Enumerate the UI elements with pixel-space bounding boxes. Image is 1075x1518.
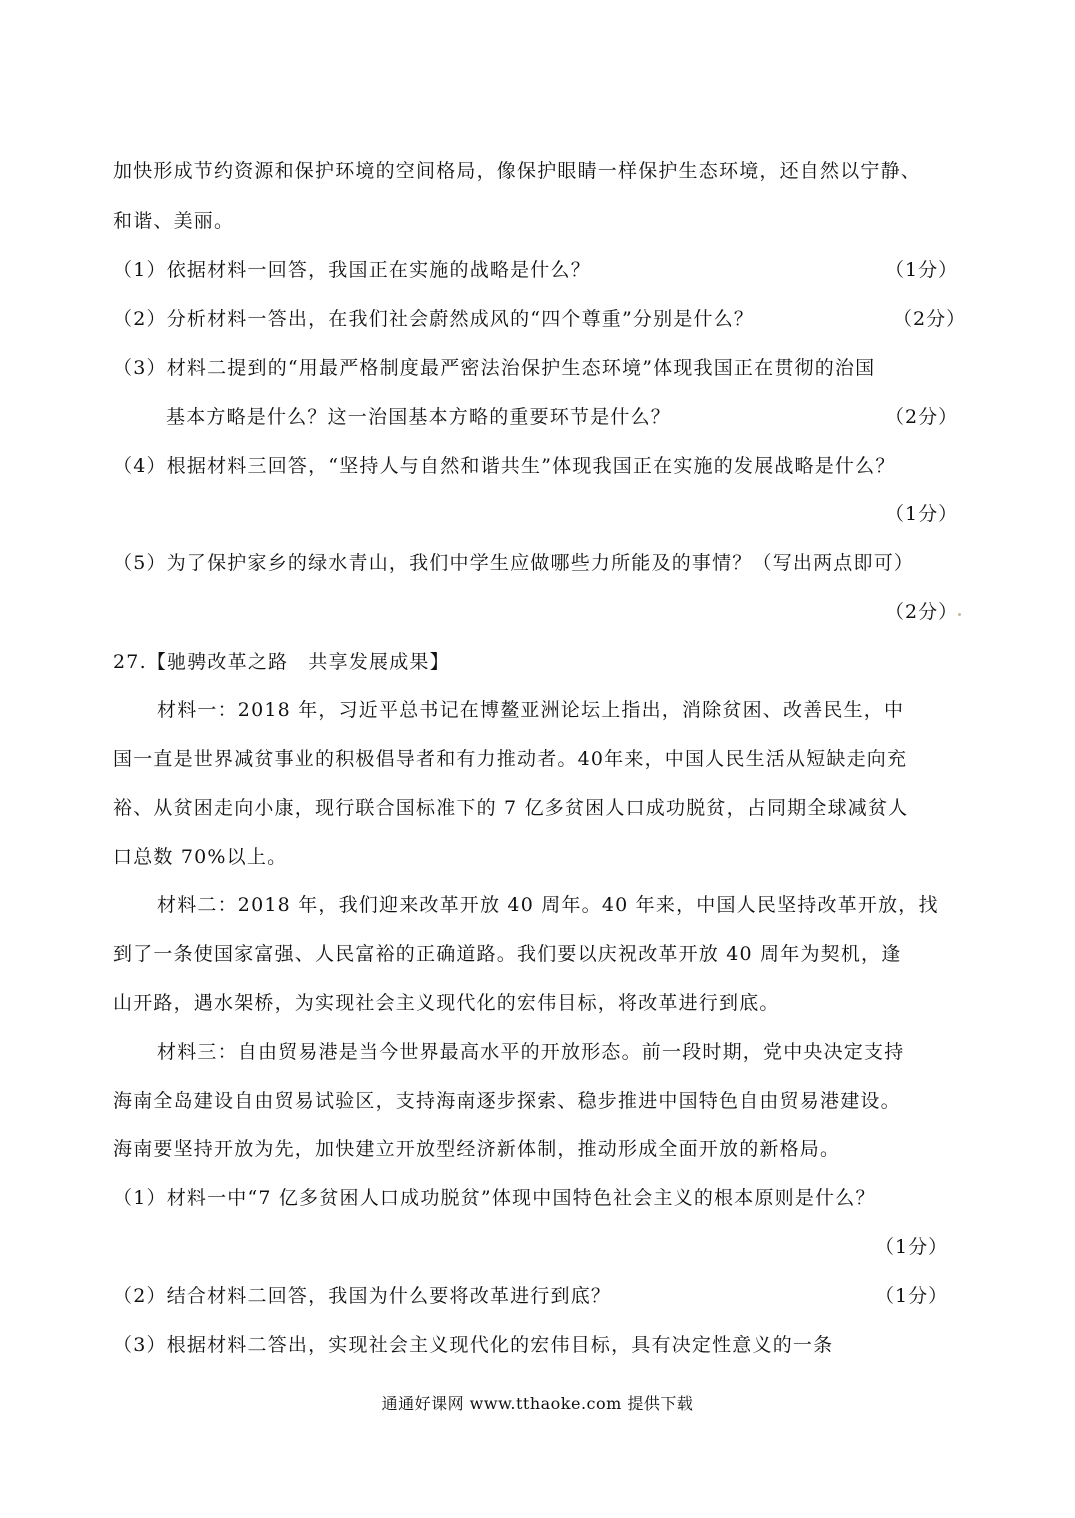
page-footer: 通通好课网 www.tthaoke.com 提供下载 [381,1394,694,1413]
q26-item-3-score: （2分） [885,406,959,428]
q27-material1-line-1: 材料一：2018 年，习近平总书记在博鳌亚洲论坛上指出，消除贫困、改善民生，中 [157,699,905,721]
scan-speck [958,613,961,616]
q27-material3-line-3: 海南要坚持开放为先，加快建立开放型经济新体制，推动形成全面开放的新格局。 [113,1138,841,1160]
q26-item-3-continued: 基本方略是什么？这一治国基本方略的重要环节是什么？ [166,406,672,428]
q26-item-4-score: （1分） [885,503,959,525]
q27-question-1-score: （1分） [875,1236,949,1258]
q27-material1-line-4: 口总数 70%以上。 [113,846,288,868]
q27-title: 27.【驰骋改革之路 共享发展成果】 [113,651,450,673]
q27-material3-line-1: 材料三：自由贸易港是当今世界最高水平的开放形态。前一段时期，党中央决定支持 [157,1041,905,1063]
q26-item-5: （5）为了保护家乡的绿水青山，我们中学生应做哪些力所能及的事情？（写出两点即可） [113,552,915,574]
q26-item-5-score: （2分） [885,601,959,623]
q26-item-3: （3）材料二提到的“用最严格制度最严密法治保护生态环境”体现我国正在贯彻的治国 [113,357,876,379]
q26-item-4: （4）根据材料三回答，“坚持人与自然和谐共生”体现我国正在实施的发展战略是什么？ [113,455,896,477]
q26-item-2: （2）分析材料一答出，在我们社会蔚然成风的“四个尊重”分别是什么？ [113,308,755,330]
q26-item-1: （1）依据材料一回答，我国正在实施的战略是什么？ [113,259,591,281]
q26-item-1-score: （1分） [885,259,959,281]
q26-item-2-score: （2分） [893,308,967,330]
continuation-line-2: 和谐、美丽。 [113,210,235,232]
continuation-line-1: 加快形成节约资源和保护环境的空间格局，像保护眼睛一样保护生态环境，还自然以宁静、 [113,160,922,182]
q27-question-3: （3）根据材料二答出，实现社会主义现代化的宏伟目标，具有决定性意义的一条 [113,1334,834,1356]
q27-material2-line-2: 到了一条使国家富强、人民富裕的正确道路。我们要以庆祝改革开放 40 周年为契机，逢 [113,943,902,965]
q27-material1-line-3: 裕、从贫困走向小康，现行联合国标准下的 7 亿多贫困人口成功脱贫，占同期全球减贫人 [113,797,909,819]
q27-material3-line-2: 海南全岛建设自由贸易试验区，支持海南逐步探索、稳步推进中国特色自由贸易港建设。 [113,1090,901,1112]
q27-material2-line-1: 材料二：2018 年，我们迎来改革开放 40 周年。40 年来，中国人民坚持改革开放，找 [157,894,939,916]
q27-question-2: （2）结合材料二回答，我国为什么要将改革进行到底？ [113,1285,612,1307]
q27-material2-line-3: 山开路，遇水架桥，为实现社会主义现代化的宏伟目标，将改革进行到底。 [113,992,780,1014]
q27-material1-line-2: 国一直是世界减贫事业的积极倡导者和有力推动者。40年来，中国人民生活从短缺走向充 [113,748,908,770]
q27-question-2-score: （1分） [875,1285,949,1307]
q27-question-1: （1）材料一中“7 亿多贫困人口成功脱贫”体现中国特色社会主义的根本原则是什么？ [113,1187,876,1209]
